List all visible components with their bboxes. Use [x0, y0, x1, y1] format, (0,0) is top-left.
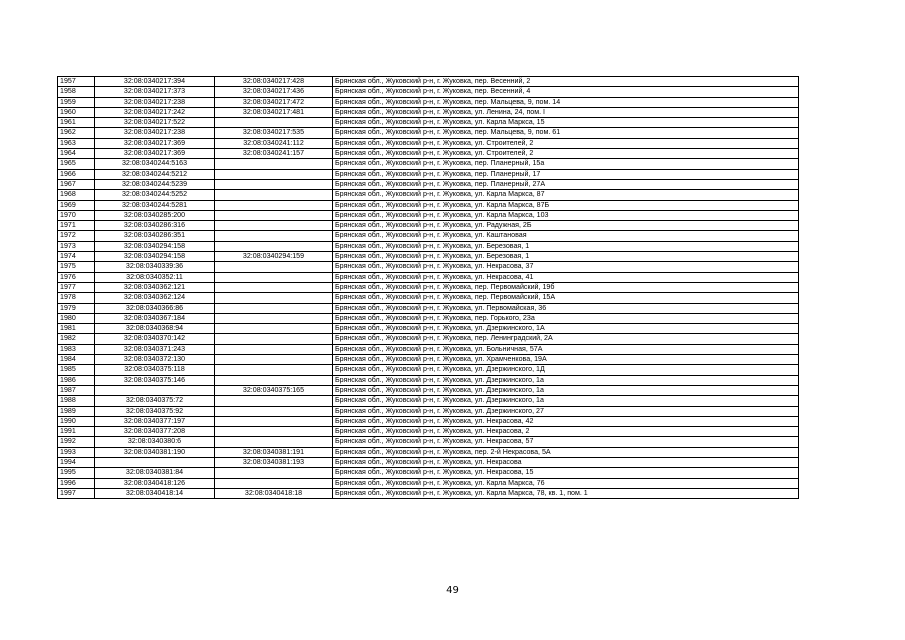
row-number-cell: 1972	[58, 231, 95, 241]
row-number-cell: 1975	[58, 262, 95, 272]
address-cell: Брянская обл., Жуковский р-н, г. Жуковка, ул. Березовая, 1	[333, 252, 799, 262]
cadastral-number-cell: 32:08:0340286:316	[95, 221, 215, 231]
cadastral-number-cell: 32:08:0340375:92	[95, 406, 215, 416]
table-row	[58, 149, 799, 159]
address-cell: Брянская обл., Жуковский р-н, г. Жуковка, ул. Строителей, 2	[333, 138, 799, 148]
cadastral-number-cell: 32:08:0340286:351	[95, 231, 215, 241]
linked-cadastral-number-cell: 32:08:0340375:165	[215, 385, 333, 395]
address-cell: Брянская обл., Жуковский р-н, г. Жуковка, ул. Березовая, 1	[333, 241, 799, 251]
cadastral-number-cell: 32:08:0340375:72	[95, 396, 215, 406]
cadastral-number-cell: 32:08:0340217:522	[95, 118, 215, 128]
table-row	[58, 231, 799, 241]
table-row	[58, 262, 799, 272]
address-cell: Брянская обл., Жуковский р-н, г. Жуковка, пер. Мальцева, 9, пом. 61	[333, 128, 799, 138]
linked-cadastral-number-cell: 32:08:0340418:18	[215, 488, 333, 498]
cadastral-number-cell: 32:08:0340244:5252	[95, 190, 215, 200]
table-row	[58, 293, 799, 303]
cadastral-number-cell: 32:08:0340285:200	[95, 210, 215, 220]
table-row	[58, 77, 799, 87]
address-cell: Брянская обл., Жуковский р-н, г. Жуковка, ул. Дзержинского, 1а	[333, 375, 799, 385]
cadastral-number-cell: 32:08:0340371:243	[95, 344, 215, 354]
linked-cadastral-number-cell: 32:08:0340217:472	[215, 97, 333, 107]
linked-cadastral-number-cell	[215, 282, 333, 292]
linked-cadastral-number-cell	[215, 375, 333, 385]
row-number-cell: 1993	[58, 447, 95, 457]
linked-cadastral-number-cell	[215, 169, 333, 179]
cadastral-number-cell: 32:08:0340380:6	[95, 437, 215, 447]
address-cell: Брянская обл., Жуковский р-н, г. Жуковка, ул. Дзержинского, 27	[333, 406, 799, 416]
row-number-cell: 1968	[58, 190, 95, 200]
row-number-cell: 1989	[58, 406, 95, 416]
cadastral-number-cell	[95, 385, 215, 395]
table-row	[58, 355, 799, 365]
linked-cadastral-number-cell	[215, 416, 333, 426]
table-row	[58, 488, 799, 498]
table-row	[58, 138, 799, 148]
table-row	[58, 385, 799, 395]
address-cell: Брянская обл., Жуковский р-н, г. Жуковка, ул. Дзержинского, 1А	[333, 324, 799, 334]
cadastral-number-cell: 32:08:0340367:184	[95, 313, 215, 323]
table-row	[58, 303, 799, 313]
row-number-cell: 1974	[58, 252, 95, 262]
linked-cadastral-number-cell	[215, 231, 333, 241]
cadastral-number-cell: 32:08:0340294:158	[95, 252, 215, 262]
address-cell: Брянская обл., Жуковский р-н, г. Жуковка, ул. Карла Маркса, 103	[333, 210, 799, 220]
table-row	[58, 447, 799, 457]
linked-cadastral-number-cell: 32:08:0340241:157	[215, 149, 333, 159]
registry-table	[57, 76, 799, 499]
cadastral-number-cell: 32:08:0340217:394	[95, 77, 215, 87]
cadastral-number-cell: 32:08:0340244:5163	[95, 159, 215, 169]
cadastral-number-cell: 32:08:0340294:158	[95, 241, 215, 251]
page-number: 49	[446, 585, 459, 596]
table-row	[58, 190, 799, 200]
table-row	[58, 427, 799, 437]
cadastral-number-cell: 32:08:0340362:124	[95, 293, 215, 303]
address-cell: Брянская обл., Жуковский р-н, г. Жуковка, ул. Карла Маркса, 15	[333, 118, 799, 128]
address-cell: Брянская обл., Жуковский р-н, г. Жуковка, пер. Весенний, 4	[333, 87, 799, 97]
linked-cadastral-number-cell	[215, 406, 333, 416]
row-number-cell: 1973	[58, 241, 95, 251]
row-number-cell: 1995	[58, 468, 95, 478]
table-row	[58, 282, 799, 292]
cadastral-number-cell: 32:08:0340366:86	[95, 303, 215, 313]
linked-cadastral-number-cell	[215, 355, 333, 365]
row-number-cell: 1990	[58, 416, 95, 426]
linked-cadastral-number-cell	[215, 324, 333, 334]
table-row	[58, 118, 799, 128]
linked-cadastral-number-cell	[215, 293, 333, 303]
address-cell: Брянская обл., Жуковский р-н, г. Жуковка, ул. Дзержинского, 1а	[333, 396, 799, 406]
address-cell: Брянская обл., Жуковский р-н, г. Жуковка, ул. Некрасова, 57	[333, 437, 799, 447]
row-number-cell: 1991	[58, 427, 95, 437]
row-number-cell: 1981	[58, 324, 95, 334]
address-cell: Брянская обл., Жуковский р-н, г. Жуковка, пер. Планерный, 27А	[333, 179, 799, 189]
linked-cadastral-number-cell: 32:08:0340294:159	[215, 252, 333, 262]
linked-cadastral-number-cell: 32:08:0340217:535	[215, 128, 333, 138]
address-cell: Брянская обл., Жуковский р-н, г. Жуковка, пер. Мальцева, 9, пом. 14	[333, 97, 799, 107]
row-number-cell: 1987	[58, 385, 95, 395]
cadastral-number-cell: 32:08:0340370:142	[95, 334, 215, 344]
table-row	[58, 272, 799, 282]
address-cell: Брянская обл., Жуковский р-н, г. Жуковка, ул. Первомайская, 36	[333, 303, 799, 313]
linked-cadastral-number-cell	[215, 313, 333, 323]
linked-cadastral-number-cell	[215, 437, 333, 447]
address-cell: Брянская обл., Жуковский р-н, г. Жуковка, ул. Некрасова, 42	[333, 416, 799, 426]
row-number-cell: 1971	[58, 221, 95, 231]
linked-cadastral-number-cell	[215, 396, 333, 406]
table-row	[58, 416, 799, 426]
table-row	[58, 159, 799, 169]
table-row	[58, 396, 799, 406]
cadastral-number-cell: 32:08:0340377:208	[95, 427, 215, 437]
table-row	[58, 375, 799, 385]
row-number-cell: 1978	[58, 293, 95, 303]
row-number-cell: 1962	[58, 128, 95, 138]
cadastral-number-cell: 32:08:0340372:130	[95, 355, 215, 365]
linked-cadastral-number-cell	[215, 468, 333, 478]
row-number-cell: 1959	[58, 97, 95, 107]
address-cell: Брянская обл., Жуковский р-н, г. Жуковка, пер. Первомайский, 19б	[333, 282, 799, 292]
table-row	[58, 365, 799, 375]
linked-cadastral-number-cell	[215, 272, 333, 282]
address-cell: Брянская обл., Жуковский р-н, г. Жуковка, ул. Карла Маркса, 87	[333, 190, 799, 200]
linked-cadastral-number-cell	[215, 179, 333, 189]
address-cell: Брянская обл., Жуковский р-н, г. Жуковка, ул. Храмченкова, 19А	[333, 355, 799, 365]
cadastral-number-cell: 32:08:0340217:242	[95, 107, 215, 117]
address-cell: Брянская обл., Жуковский р-н, г. Жуковка, пер. Ленинградский, 2А	[333, 334, 799, 344]
address-cell: Брянская обл., Жуковский р-н, г. Жуковка, ул. Дзержинского, 1Д	[333, 365, 799, 375]
table-row	[58, 179, 799, 189]
cadastral-number-cell: 32:08:0340381:190	[95, 447, 215, 457]
row-number-cell: 1986	[58, 375, 95, 385]
linked-cadastral-number-cell	[215, 334, 333, 344]
cadastral-number-cell: 32:08:0340368:94	[95, 324, 215, 334]
linked-cadastral-number-cell: 32:08:0340217:428	[215, 77, 333, 87]
table-row	[58, 252, 799, 262]
linked-cadastral-number-cell	[215, 303, 333, 313]
row-number-cell: 1985	[58, 365, 95, 375]
address-cell: Брянская обл., Жуковский р-н, г. Жуковка, пер. Весенний, 2	[333, 77, 799, 87]
table-row	[58, 344, 799, 354]
address-cell: Брянская обл., Жуковский р-н, г. Жуковка, ул. Некрасова, 37	[333, 262, 799, 272]
row-number-cell: 1979	[58, 303, 95, 313]
table-row	[58, 406, 799, 416]
cadastral-number-cell: 32:08:0340244:5239	[95, 179, 215, 189]
linked-cadastral-number-cell: 32:08:0340241:112	[215, 138, 333, 148]
address-cell: Брянская обл., Жуковский р-н, г. Жуковка, пер. Первомайский, 15А	[333, 293, 799, 303]
row-number-cell: 1983	[58, 344, 95, 354]
table-row	[58, 210, 799, 220]
row-number-cell: 1976	[58, 272, 95, 282]
linked-cadastral-number-cell	[215, 241, 333, 251]
table-row	[58, 221, 799, 231]
row-number-cell: 1984	[58, 355, 95, 365]
address-cell: Брянская обл., Жуковский р-н, г. Жуковка, ул. Дзержинского, 1а	[333, 385, 799, 395]
row-number-cell: 1960	[58, 107, 95, 117]
table-row	[58, 334, 799, 344]
cadastral-number-cell: 32:08:0340244:5281	[95, 200, 215, 210]
table-row	[58, 169, 799, 179]
linked-cadastral-number-cell	[215, 344, 333, 354]
registry-table-body	[58, 77, 799, 499]
address-cell: Брянская обл., Жуковский р-н, г. Жуковка, пер. Планерный, 15а	[333, 159, 799, 169]
address-cell: Брянская обл., Жуковский р-н, г. Жуковка, ул. Больничная, 57А	[333, 344, 799, 354]
table-row	[58, 107, 799, 117]
linked-cadastral-number-cell	[215, 221, 333, 231]
table-row	[58, 324, 799, 334]
row-number-cell: 1967	[58, 179, 95, 189]
row-number-cell: 1965	[58, 159, 95, 169]
address-cell: Брянская обл., Жуковский р-н, г. Жуковка, пер. Горького, 23а	[333, 313, 799, 323]
address-cell: Брянская обл., Жуковский р-н, г. Жуковка, ул. Некрасова, 41	[333, 272, 799, 282]
linked-cadastral-number-cell: 32:08:0340217:481	[215, 107, 333, 117]
table-row	[58, 200, 799, 210]
address-cell: Брянская обл., Жуковский р-н, г. Жуковка, ул. Некрасова, 15	[333, 468, 799, 478]
address-cell: Брянская обл., Жуковский р-н, г. Жуковка, пер. 2-й Некрасова, 5А	[333, 447, 799, 457]
address-cell: Брянская обл., Жуковский р-н, г. Жуковка, ул. Карла Маркса, 78, кв. 1, пом. 1	[333, 488, 799, 498]
linked-cadastral-number-cell	[215, 478, 333, 488]
row-number-cell: 1980	[58, 313, 95, 323]
table-row	[58, 478, 799, 488]
linked-cadastral-number-cell	[215, 159, 333, 169]
address-cell: Брянская обл., Жуковский р-н, г. Жуковка, ул. Карла Маркса, 76	[333, 478, 799, 488]
linked-cadastral-number-cell	[215, 190, 333, 200]
address-cell: Брянская обл., Жуковский р-н, г. Жуковка, ул. Некрасова, 2	[333, 427, 799, 437]
cadastral-number-cell: 32:08:0340217:369	[95, 149, 215, 159]
row-number-cell: 1964	[58, 149, 95, 159]
row-number-cell: 1961	[58, 118, 95, 128]
table-row	[58, 87, 799, 97]
row-number-cell: 1982	[58, 334, 95, 344]
cadastral-number-cell: 32:08:0340381:84	[95, 468, 215, 478]
linked-cadastral-number-cell	[215, 118, 333, 128]
cadastral-number-cell: 32:08:0340377:197	[95, 416, 215, 426]
row-number-cell: 1988	[58, 396, 95, 406]
cadastral-number-cell: 32:08:0340217:369	[95, 138, 215, 148]
linked-cadastral-number-cell: 32:08:0340381:193	[215, 457, 333, 467]
linked-cadastral-number-cell	[215, 365, 333, 375]
linked-cadastral-number-cell	[215, 427, 333, 437]
address-cell: Брянская обл., Жуковский р-н, г. Жуковка, ул. Каштановая	[333, 231, 799, 241]
row-number-cell: 1996	[58, 478, 95, 488]
cadastral-number-cell: 32:08:0340339:36	[95, 262, 215, 272]
table-row	[58, 128, 799, 138]
row-number-cell: 1970	[58, 210, 95, 220]
address-cell: Брянская обл., Жуковский р-н, г. Жуковка, ул. Строителей, 2	[333, 149, 799, 159]
cadastral-number-cell: 32:08:0340217:238	[95, 128, 215, 138]
linked-cadastral-number-cell	[215, 200, 333, 210]
row-number-cell: 1977	[58, 282, 95, 292]
row-number-cell: 1994	[58, 457, 95, 467]
cadastral-number-cell: 32:08:0340362:121	[95, 282, 215, 292]
table-row	[58, 457, 799, 467]
cadastral-number-cell: 32:08:0340375:146	[95, 375, 215, 385]
linked-cadastral-number-cell: 32:08:0340381:191	[215, 447, 333, 457]
row-number-cell: 1963	[58, 138, 95, 148]
table-row	[58, 97, 799, 107]
row-number-cell: 1992	[58, 437, 95, 447]
row-number-cell: 1969	[58, 200, 95, 210]
cadastral-number-cell: 32:08:0340217:238	[95, 97, 215, 107]
cadastral-number-cell: 32:08:0340375:118	[95, 365, 215, 375]
linked-cadastral-number-cell	[215, 210, 333, 220]
row-number-cell: 1966	[58, 169, 95, 179]
cadastral-number-cell: 32:08:0340217:373	[95, 87, 215, 97]
table-row	[58, 437, 799, 447]
linked-cadastral-number-cell	[215, 262, 333, 272]
cadastral-number-cell	[95, 457, 215, 467]
cadastral-number-cell: 32:08:0340418:126	[95, 478, 215, 488]
address-cell: Брянская обл., Жуковский р-н, г. Жуковка, ул. Карла Маркса, 87Б	[333, 200, 799, 210]
table-row	[58, 241, 799, 251]
row-number-cell: 1958	[58, 87, 95, 97]
cadastral-number-cell: 32:08:0340418:14	[95, 488, 215, 498]
cadastral-number-cell: 32:08:0340352:11	[95, 272, 215, 282]
table-row	[58, 468, 799, 478]
linked-cadastral-number-cell: 32:08:0340217:436	[215, 87, 333, 97]
address-cell: Брянская обл., Жуковский р-н, г. Жуковка, ул. Радужная, 2Б	[333, 221, 799, 231]
address-cell: Брянская обл., Жуковский р-н, г. Жуковка, пер. Планерный, 17	[333, 169, 799, 179]
address-cell: Брянская обл., Жуковский р-н, г. Жуковка, ул. Ленина, 24, пом. I	[333, 107, 799, 117]
row-number-cell: 1957	[58, 77, 95, 87]
table-row	[58, 313, 799, 323]
cadastral-number-cell: 32:08:0340244:5212	[95, 169, 215, 179]
address-cell: Брянская обл., Жуковский р-н, г. Жуковка, ул. Некрасова	[333, 457, 799, 467]
row-number-cell: 1997	[58, 488, 95, 498]
